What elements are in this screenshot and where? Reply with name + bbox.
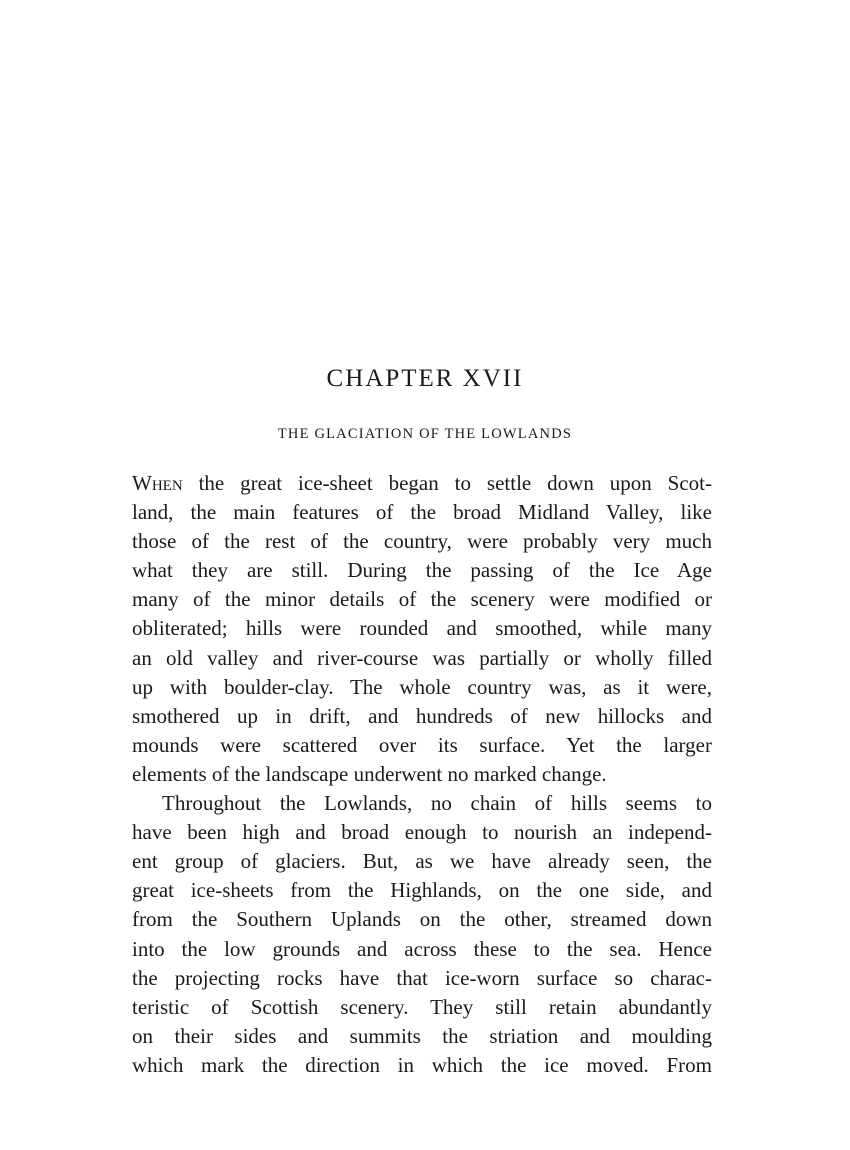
lead-word: When — [132, 471, 183, 495]
body-text — [132, 469, 712, 1080]
text-line: obliterated; hills were rounded and smoothed, while many — [132, 616, 712, 641]
text-line: Throughout the Lowlands, no chain of hills seems to — [162, 791, 712, 816]
text-line: many of the minor details of the scenery were modified or — [132, 587, 712, 612]
text-line: When the great ice-sheet began to settle down upon Scot- — [132, 471, 712, 495]
text-line: teristic of Scottish scenery. They still retain abundantly — [132, 994, 712, 1019]
text-line: which mark the direction in which the ice moved. From — [132, 1052, 712, 1077]
text-line: what they are still. During the passing of the Ice Age — [132, 558, 712, 583]
text-line: great ice-sheets from the Highlands, on the one side, and — [132, 878, 712, 903]
text-line: those of the rest of the country, were probably very much — [132, 529, 712, 554]
text-line: from the Southern Uplands on the other, streamed down — [132, 907, 712, 932]
text-line: mounds were scattered over its surface. Yet the larger — [132, 732, 712, 757]
text-line: an old valley and river-course was partially or wholly filled — [132, 645, 712, 670]
text-line: ent group of glaciers. But, as we have already seen, the — [132, 849, 712, 874]
chapter-number: CHAPTER XVII — [326, 365, 524, 392]
paragraph-2 — [132, 789, 712, 1080]
text-line: land, the main features of the broad Midland Valley, like — [132, 500, 712, 525]
text-line: elements of the landscape underwent no marked change. — [132, 761, 607, 786]
text-line: up with boulder-clay. The whole country was, as it were, — [132, 674, 712, 699]
text-line: the projecting rocks have that ice-worn surface so charac- — [132, 965, 712, 990]
text-line: on their sides and summits the striation and moulding — [132, 1023, 712, 1048]
paragraph-1 — [132, 469, 712, 789]
text-line: have been high and broad enough to nourish an independ- — [132, 820, 712, 845]
chapter-title: THE GLACIATION OF THE LOWLANDS — [277, 426, 573, 442]
text-line: smothered up in drift, and hundreds of new hillocks and — [132, 703, 712, 728]
text-line: into the low grounds and across these to the sea. Hence — [132, 936, 712, 961]
